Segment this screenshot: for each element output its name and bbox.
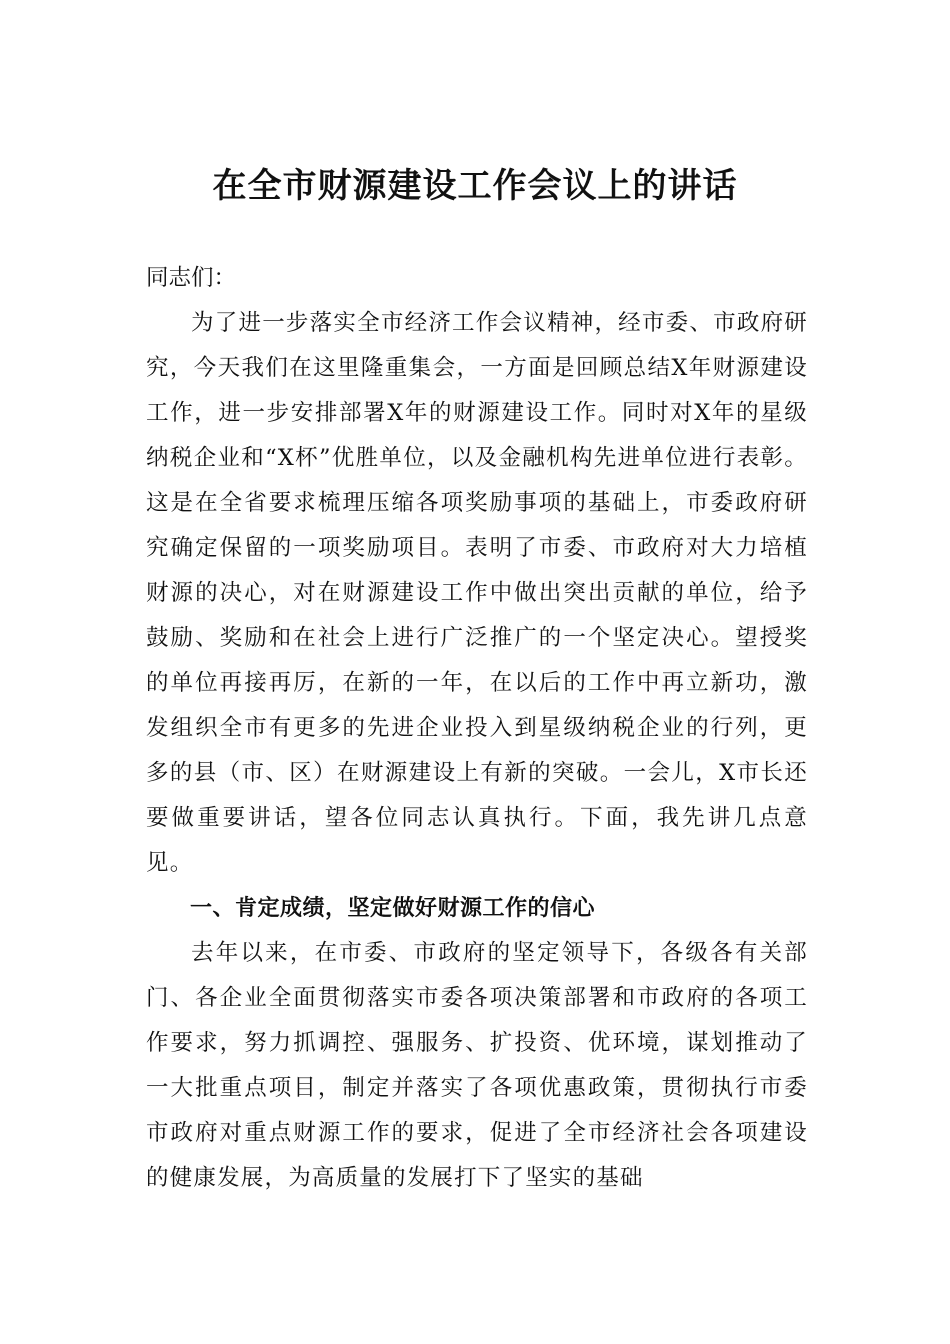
salutation: 同志们： xyxy=(146,265,237,291)
document-body xyxy=(146,256,808,1201)
document-title: 在全市财源建设工作会议上的讲话 xyxy=(212,166,738,206)
paragraph-achievements: 去年以来，在市委、市政府的坚定领导下，各级各有关部门、各企业全面贯彻落实市委各项决策部署和市政府的各项工作要求，努力抓调控、强服务、扩投资、优环境，谋划推动了一大批重点项目，制定并落实了各项优惠政策，贯彻执行市委市政府对重点财源工作的要求，促进了全市经济社会各项建设的健康发展，为高质量的发展打下了坚实的基础 xyxy=(146,940,808,1191)
paragraph-intro: 为了进一步落实全市经济工作会议精神，经市委、市政府研究，今天我们在这里隆重集会，一方面是回顾总结X年财源建设工作，进一步安排部署X年的财源建设工作。同时对X年的星级纳税企业和“X杯”优胜单位，以及金融机构先进单位进行表彰。这是在全省要求梳理压缩各项奖励事项的基础上，市委政府研究确定保留的一项奖励项目。表明了市委、市政府对大力培植财源的决心，对在财源建设工作中做出突出贡献的单位，给予鼓励、奖励和在社会上进行广泛推广的一个坚定决心。望授奖的单位再接再厉，在新的一年，在以后的工作中再立新功，激发组织全市有更多的先进企业投入到星级纳税企业的行列，更多的县（市、区）在财源建设上有新的突破。一会儿，X市长还要做重要讲话，望各位同志认真执行。下面，我先讲几点意见。 xyxy=(146,310,808,876)
section-heading: 一、肯定成绩，坚定做好财源工作的信心 xyxy=(190,896,596,921)
